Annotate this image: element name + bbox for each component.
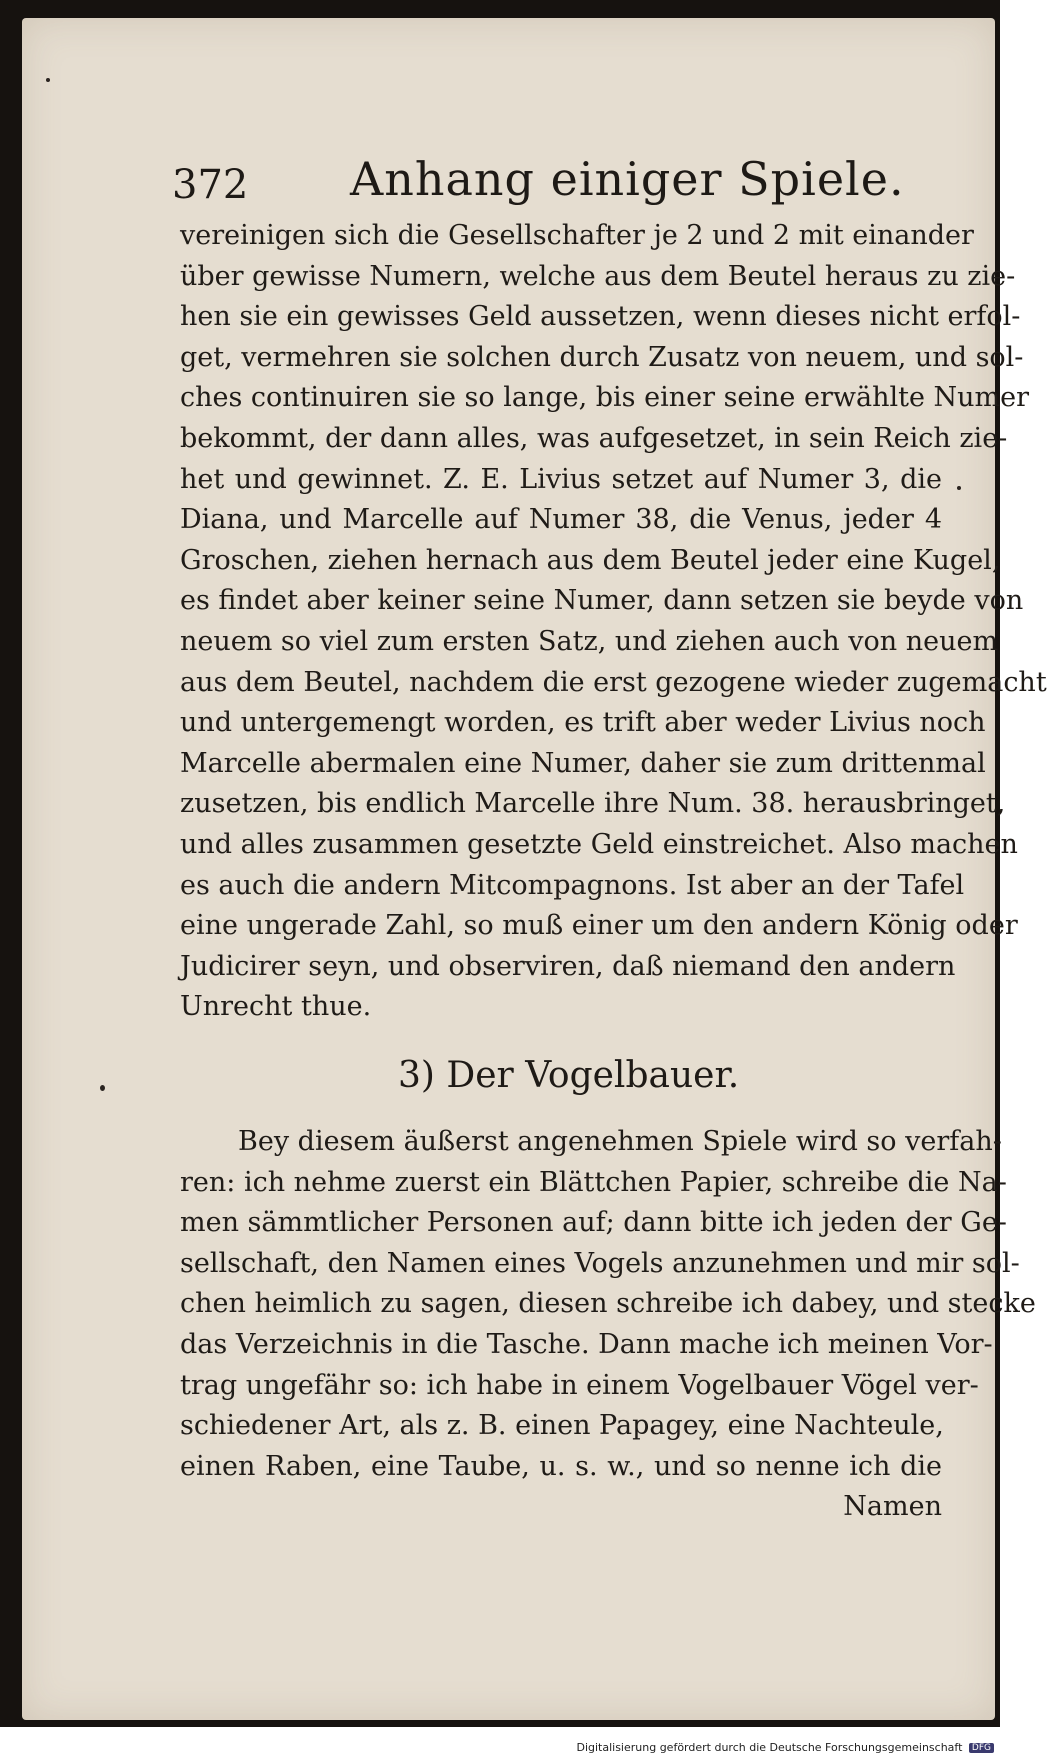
text-line: Bey diesem äußerst angenehmen Spiele wird so verfah- bbox=[238, 1126, 1002, 1157]
text-line: zusetzen, bis endlich Marcelle ihre Num. 38. herausbringet, bbox=[180, 788, 1006, 820]
credit-text: Digitalisierung gefördert durch die Deutsche Forschungsgemeinschaft bbox=[576, 1741, 963, 1754]
text-line: und untergemengt worden, es trift aber weder Livius noch bbox=[180, 707, 986, 739]
text-line: das Verzeichnis in die Tasche. Dann mache ich meinen Vor- bbox=[180, 1328, 993, 1360]
text-line: het und gewinnet. Z. E. Livius setzet auf Numer 3, die bbox=[180, 463, 942, 495]
text-line: es findet aber keiner seine Numer, dann setzen sie beyde von bbox=[180, 585, 1024, 617]
paper-speck bbox=[957, 486, 961, 490]
text-line: schiedener Art, als z. B. einen Papagey, eine Nachteule, bbox=[180, 1410, 944, 1442]
text-line: einen Raben, eine Taube, u. s. w., und so nenne ich die bbox=[180, 1450, 942, 1482]
text-line: Judicirer seyn, und observiren, daß niemand den andern bbox=[180, 950, 956, 982]
paper-speck bbox=[46, 78, 50, 82]
text-line: Unrecht thue. bbox=[180, 991, 372, 1023]
text-line: ches continuiren sie so lange, bis einer seine erwählte Numer bbox=[180, 382, 1030, 414]
page-header bbox=[172, 140, 952, 210]
text-line: sellschaft, den Namen eines Vogels anzunehmen und mir sol- bbox=[180, 1247, 1020, 1279]
section-text bbox=[180, 1122, 1036, 1528]
body-text bbox=[180, 216, 1047, 1028]
text-line: men sämmtlicher Personen auf; dann bitte ich jeden der Ge- bbox=[180, 1207, 1007, 1239]
text-line: trag ungefähr so: ich habe in einem Vogelbauer Vögel ver- bbox=[180, 1369, 979, 1401]
text-line: bekommt, der dann alles, was aufgesetzet, in sein Reich zie- bbox=[180, 422, 1008, 454]
text-line: ren: ich nehme zuerst ein Blättchen Papier, schreibe die Na- bbox=[180, 1166, 1007, 1198]
text-line: und alles zusammen gesetzte Geld einstreichet. Also machen bbox=[180, 828, 1018, 860]
text-line: Groschen, ziehen hernach aus dem Beutel jeder eine Kugel, bbox=[180, 544, 1001, 576]
text-line: Marcelle abermalen eine Numer, daher sie zum drittenmal bbox=[180, 747, 986, 779]
paper-speck bbox=[100, 1085, 105, 1091]
text-line: get, vermehren sie solchen durch Zusatz von neuem, und sol- bbox=[180, 341, 1024, 373]
text-line: hen sie ein gewisses Geld aussetzen, wenn dieses nicht erfol- bbox=[180, 301, 1021, 333]
page-number: 372 bbox=[172, 162, 249, 208]
dfg-logo: DFG bbox=[969, 1743, 994, 1753]
text-line: es auch die andern Mitcompagnons. Ist aber an der Tafel bbox=[180, 869, 965, 901]
text-line: Diana, und Marcelle auf Numer 38, die Venus, jeder 4 bbox=[180, 504, 942, 536]
catchword: Namen bbox=[843, 1491, 942, 1523]
text-line: vereinigen sich die Gesellschafter je 2 und 2 mit einander bbox=[180, 220, 974, 251]
text-line: eine ungerade Zahl, so muß einer um den andern König oder bbox=[180, 910, 1018, 942]
text-line: aus dem Beutel, nachdem die erst gezogene wieder zugemacht bbox=[180, 666, 1047, 698]
digitization-credit bbox=[576, 1741, 994, 1754]
text-line: neuem so viel zum ersten Satz, und ziehen auch von neuem bbox=[180, 625, 999, 657]
running-title: Anhang einiger Spiele. bbox=[350, 152, 905, 206]
text-line: über gewisse Numern, welche aus dem Beutel heraus zu zie- bbox=[180, 260, 1016, 292]
text-line: chen heimlich zu sagen, diesen schreibe ich dabey, und stecke bbox=[180, 1288, 1036, 1320]
section-heading: 3) Der Vogelbauer. bbox=[398, 1055, 740, 1096]
